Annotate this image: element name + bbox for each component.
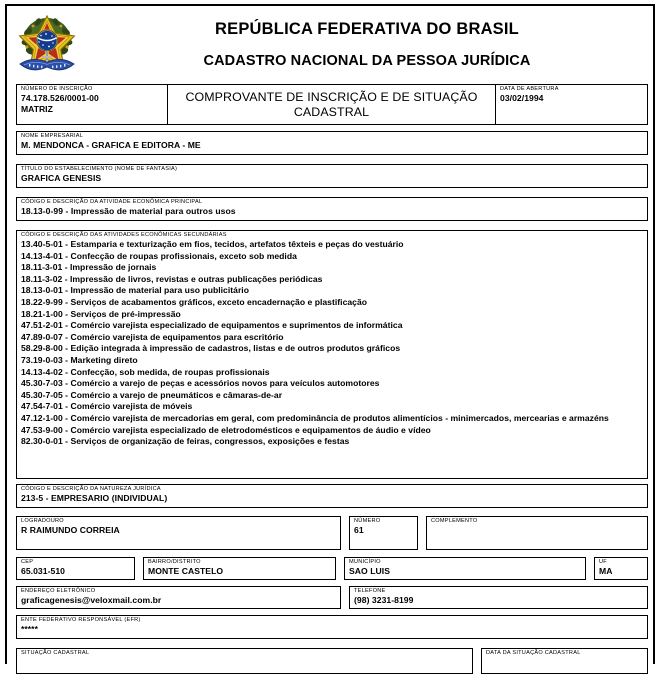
secondary-activity-item: 47.53-9-00 - Comércio varejista especializado de eletrodomésticos e equipamentos de áudio e vídeo: [21, 424, 431, 435]
secondary-activity-item: 47.12-1-00 - Comércio varejista de mercadorias em geral, com predominância de produtos alimentícios - minimercados, mercearias e armazéns: [21, 412, 609, 423]
secondary-activity-item: 18.11-3-01 - Impressão de jornais: [21, 262, 157, 273]
field-cep: [16, 557, 135, 580]
field-value: MA: [599, 566, 613, 576]
field-complemento: [426, 516, 648, 550]
field-value: 18.13-0-99 - Impressão de material para outros usos: [21, 206, 236, 216]
field-uf: [594, 557, 648, 580]
field-situacao-cadastral: [16, 648, 473, 674]
field-label: ENTE FEDERATIVO RESPONSÁVEL (EFR): [21, 617, 141, 623]
secondary-activity-item: 13.40-5-01 - Estamparia e texturização em fios, tecidos, artefatos têxteis e peças do vestuário: [21, 239, 404, 249]
secondary-activity-item: 18.22-9-99 - Serviços de acabamentos gráficos, exceto encadernação e plastificação: [21, 296, 368, 307]
field-label: LOGRADOURO: [21, 518, 64, 524]
field-value: *****: [21, 624, 38, 634]
comprovante-title-cell: [168, 84, 496, 125]
field-value: R RAIMUNDO CORREIA: [21, 525, 120, 535]
field-label: CEP: [21, 559, 34, 565]
field-value: GRAFICA GENESIS: [21, 173, 102, 183]
address-row: [16, 516, 648, 550]
document-header: [7, 6, 653, 82]
field-data-abertura: [496, 84, 648, 125]
field-value: SAO LUIS: [349, 566, 390, 576]
field-value: 74.178.526/0001-00: [21, 93, 99, 103]
secondary-activity-item: 47.54-7-01 - Comércio varejista de móveis: [21, 401, 193, 412]
secondary-activities-list: [21, 239, 647, 448]
field-natureza-juridica: [16, 484, 648, 508]
secondary-activity-item: 45.30-7-05 - Comércio a varejo de pneumáticos e câmaras-de-ar: [21, 389, 283, 400]
field-label: BAIRRO/DISTRITO: [148, 559, 201, 565]
field-numero: [349, 516, 418, 550]
secondary-activity-item: 73.19-0-03 - Marketing direto: [21, 354, 138, 365]
situation-row: [16, 648, 648, 674]
field-label: COMPLEMENTO: [431, 518, 478, 524]
field-value: 61: [354, 525, 364, 535]
secondary-activity-item: 45.30-7-03 - Comércio a varejo de peças e acessórios novos para veículos automotores: [21, 378, 380, 389]
field-label: TÍTULO DO ESTABELECIMENTO (NOME DE FANTASIA): [21, 166, 178, 172]
brazil-coat-of-arms-icon: [16, 12, 78, 76]
field-label: DATA DE ABERTURA: [500, 86, 559, 92]
page-subtitle: CADASTRO NACIONAL DA PESSOA JURÍDICA: [203, 52, 531, 69]
field-label: UF: [599, 559, 607, 565]
field-label: NÚMERO DE INSCRIÇÃO: [21, 86, 93, 92]
field-value: 65.031-510: [21, 566, 65, 576]
secondary-activity-item: 18.11-3-02 - Impressão de livros, revistas e outras publicações periódicas: [21, 273, 323, 284]
secondary-activity-item: 14.13-4-01 - Confecção de roupas profissionais, exceto sob medida: [21, 250, 297, 261]
field-atividade-principal: [16, 197, 648, 221]
field-label: MUNICÍPIO: [349, 559, 381, 565]
field-value: 03/02/1994: [500, 93, 544, 103]
field-atividades-secundarias: [16, 230, 648, 479]
field-value: M. MENDONCA - GRAFICA E EDITORA - ME: [21, 140, 201, 150]
contact-row: [16, 586, 648, 609]
field-label: DATA DA SITUAÇÃO CADASTRAL: [486, 650, 581, 656]
field-label: CÓDIGO E DESCRIÇÃO DA NATUREZA JURÍDICA: [21, 486, 161, 492]
cnpj-document-page: [5, 4, 655, 664]
inscription-row: [16, 84, 648, 125]
field-label: ENDEREÇO ELETRÔNICO: [21, 588, 96, 594]
header-titles: [87, 6, 647, 82]
field-value: graficagenesis@veloxmail.com.br: [21, 595, 162, 605]
comprovante-title: COMPROVANTE DE INSCRIÇÃO E DE SITUAÇÃO CADASTRAL: [185, 89, 478, 119]
secondary-activity-item: 47.51-2-01 - Comércio varejista especializado de equipamentos e suprimentos de informática: [21, 320, 403, 331]
field-municipio: [344, 557, 586, 580]
field-label: CÓDIGO E DESCRIÇÃO DA ATIVIDADE ECONÔMICA PRINCIPAL: [21, 199, 203, 205]
field-label: NOME EMPRESARIAL: [21, 133, 84, 139]
secondary-activity-item: 18.21-1-00 - Serviços de pré-impressão: [21, 308, 181, 319]
field-label: TELEFONE: [354, 588, 386, 594]
field-label: SITUAÇÃO CADASTRAL: [21, 650, 90, 656]
field-endereco-eletronico: [16, 586, 341, 609]
field-value: (98) 3231-8199: [354, 595, 414, 605]
secondary-activity-item: 14.13-4-02 - Confecção, sob medida, de roupas profissionais: [21, 366, 270, 377]
field-bairro-distrito: [143, 557, 336, 580]
field-nome-empresarial: [16, 131, 648, 155]
secondary-activity-item: 58.29-8-00 - Edição integrada à impressão de cadastros, listas e de outros produtos gráficos: [21, 343, 401, 354]
field-logradouro: [16, 516, 341, 550]
locality-row: [16, 557, 648, 580]
field-label: NÚMERO: [354, 518, 381, 524]
field-ente-federativo-responsavel: [16, 615, 648, 639]
field-titulo-estabelecimento: [16, 164, 648, 188]
field-numero-inscricao: [16, 84, 168, 125]
field-value: MONTE CASTELO: [148, 566, 224, 576]
secondary-activity-item: 47.89-0-07 - Comércio varejista de equipamentos para escritório: [21, 331, 284, 342]
field-telefone: [349, 586, 648, 609]
page-title: REPÚBLICA FEDERATIVA DO BRASIL: [215, 19, 519, 38]
secondary-activity-item: 82.30-0-01 - Serviços de organização de feiras, congressos, exposições e festas: [21, 436, 350, 447]
secondary-activity-item: 18.13-0-01 - Impressão de material para uso publicitário: [21, 285, 249, 296]
field-value: 213-5 - EMPRESARIO (INDIVIDUAL): [21, 493, 168, 503]
field-label: CÓDIGO E DESCRIÇÃO DAS ATIVIDADES ECONÔMICAS SECUNDÁRIAS: [21, 232, 227, 238]
field-data-situacao-cadastral: [481, 648, 648, 674]
field-value-matriz: MATRIZ: [21, 104, 53, 114]
